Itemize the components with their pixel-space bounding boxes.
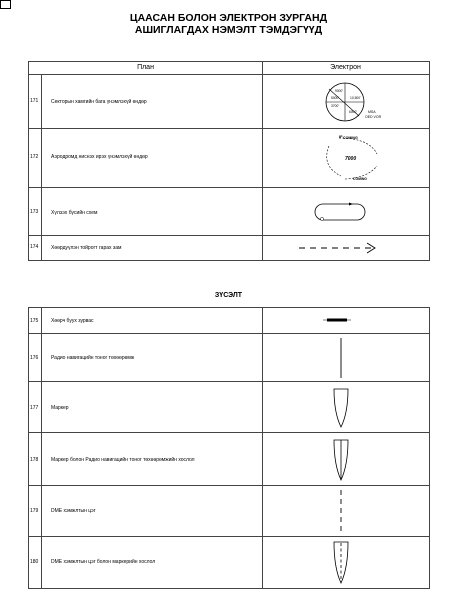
- row-description: Хөөрдүүлэн тойрогт гарах зам: [51, 245, 122, 251]
- column-header-plan: План: [137, 64, 154, 71]
- plan-table: [28, 61, 430, 261]
- row-description: Аэродромд ниснэх ирэх үнэмлэхүй өндөр: [51, 154, 148, 160]
- arrival-altitude-icon: [319, 132, 389, 184]
- svg-text:6000': 6000': [349, 110, 357, 114]
- nav-aid-line-icon: [337, 337, 345, 379]
- dme-marker-combo-icon: [332, 540, 350, 585]
- page-title-line2: АШИГЛАГДАХ НЭМЭЛТ ТЭМДЭГҮҮД: [134, 24, 323, 36]
- row-description: Маркер болон Радио навигацийн тоног төхөөрөмжийн хослол: [51, 457, 195, 463]
- row-number: 178: [30, 457, 39, 463]
- row-description: Хүлээх бүсийн схем: [51, 210, 98, 216]
- row-number: 175: [30, 318, 39, 324]
- dashed-arrow-icon: [297, 241, 379, 255]
- row-number: 174: [30, 244, 39, 250]
- row-number: 173: [30, 209, 39, 215]
- row-description: Хөөрч буух зурвас: [51, 318, 94, 324]
- marker-nav-combo-icon: [332, 438, 350, 482]
- svg-text:OED VOR: OED VOR: [365, 115, 382, 119]
- row-description: Маркер: [51, 405, 69, 411]
- svg-text:IF: IF: [339, 134, 343, 139]
- marker-icon: [332, 387, 350, 429]
- row-number: 171: [30, 98, 39, 104]
- page-title-line1: ЦААСАН БОЛОН ЭЛЕКТРОН ЗУРГАНД: [129, 12, 328, 24]
- svg-text:COMING: COMING: [353, 177, 367, 181]
- row-description: Секторын хамгийн бага үнэмлэхүй өндөр: [51, 99, 147, 105]
- svg-text:7000: 7000: [345, 156, 357, 162]
- svg-text:COMING: COMING: [343, 136, 358, 140]
- dme-point-icon: [337, 488, 345, 534]
- svg-text:5000': 5000': [331, 96, 339, 100]
- row-number: 177: [30, 405, 39, 411]
- row-number: 172: [30, 154, 39, 160]
- column-header-electron: Электрон: [330, 64, 361, 71]
- sector-msa-icon: [307, 80, 397, 126]
- row-description: DME хэмжлтын цэг болон маркерийн хослол: [51, 559, 156, 565]
- row-description: Радио навигацийн тоног төхөөрөмж: [51, 355, 135, 361]
- svg-text:10,500': 10,500': [350, 96, 361, 100]
- section-title: ЗҮСЭЛТ: [214, 292, 243, 299]
- row-description: DME хэмжлтын цэг: [51, 508, 96, 514]
- row-number: 176: [30, 355, 39, 361]
- runway-icon: [323, 315, 351, 325]
- page-corner-box: [0, 0, 11, 9]
- holding-pattern-icon: [313, 201, 369, 223]
- svg-text:9000': 9000': [335, 89, 343, 93]
- row-number: 179: [30, 508, 39, 514]
- svg-text:3700': 3700': [331, 104, 339, 108]
- svg-text:MSA: MSA: [368, 110, 376, 114]
- aids-table: [28, 307, 430, 589]
- row-number: 180: [30, 559, 39, 565]
